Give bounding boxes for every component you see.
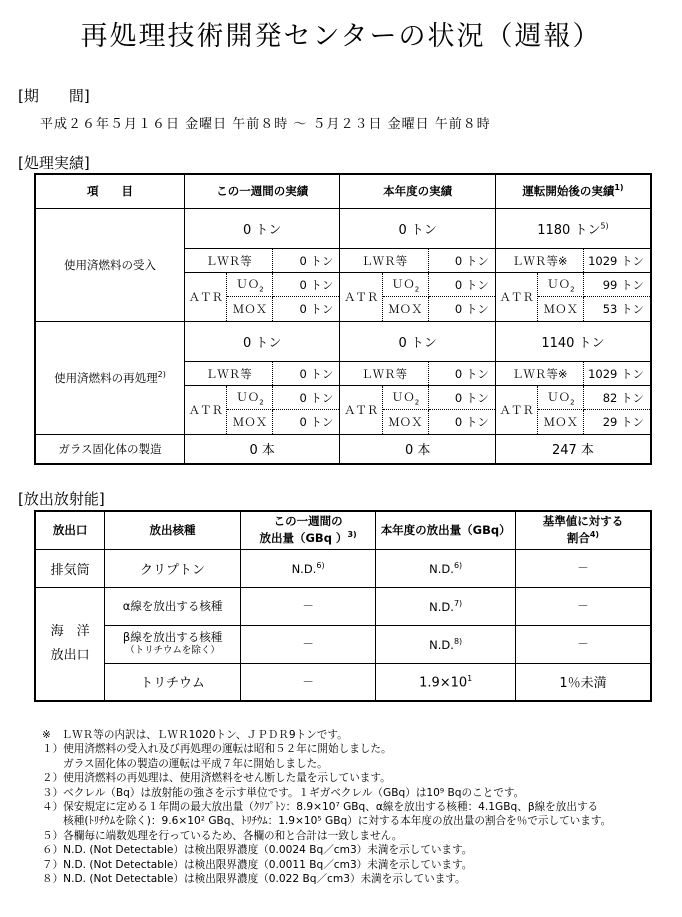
glass-total: 247 本 [495, 434, 651, 464]
lwr-label: ＬＷＲ等 [340, 362, 428, 386]
amount-breakdown [496, 209, 650, 321]
sea-beta-ratio: － [515, 625, 651, 663]
lwr-value: 0 トン [273, 362, 339, 386]
lwr-value: 0 トン [428, 362, 494, 386]
footnote-ref: 6) [316, 560, 325, 570]
amount-breakdown [496, 322, 650, 434]
footnote-ref: 2) [157, 369, 166, 379]
glass-label: ガラス固化体の製造 [35, 434, 184, 464]
uo2-subscript: 2 [570, 398, 575, 407]
amount-cell [340, 208, 495, 321]
uo2-label [382, 273, 428, 297]
footnote-line: ６）N.D. (Not Detectable）は検出限界濃度（0.0024 Bq／cm3）未満を示しています。 [42, 844, 473, 857]
uo2-value: 99 トン [584, 273, 650, 297]
release-heading: [放出放射能] [18, 490, 105, 508]
lwr-label: ＬＷＲ等※ [496, 362, 584, 386]
uo2-label [227, 386, 273, 410]
lwr-value: 1029 トン [584, 362, 650, 386]
sea-tritium-ratio: 1％未満 [515, 663, 651, 701]
footnote-line: ８）N.D. (Not Detectable）は検出限界濃度（0.022 Bq／cm3）未満を示しています。 [42, 873, 466, 886]
footnote-line: ４）保安規定に定める１年間の最大放出量（ｸﾘﾌﾟﾄﾝ：8.9×10⁷ GBq、α線を放出する核種：4.1GBq、β線を放出する [42, 801, 599, 814]
amount-breakdown [340, 209, 494, 321]
uo2-value: 0 トン [273, 386, 339, 410]
mox-value: 0 トン [454, 301, 489, 316]
amount-total-value: 0 トン [243, 222, 282, 238]
sea-nuclide-beta [105, 625, 240, 663]
stack-week-value: N.D. [291, 561, 317, 576]
amount-total [340, 209, 494, 249]
sea-beta-year [376, 625, 516, 663]
amount-total [185, 209, 339, 249]
footnotes [42, 728, 611, 886]
uo2-label-text: ＵＯ [547, 276, 571, 291]
col-header-total [495, 174, 651, 208]
sea-outlet: 海 洋 放出口 [35, 587, 105, 701]
amount-cell [184, 208, 339, 321]
col-header-week: この一週間の実績 [184, 174, 339, 208]
mox-label: ＭＯＸ [227, 410, 273, 434]
amount-total [496, 209, 650, 249]
footnote-ref: 8) [453, 636, 463, 646]
lwr-label: ＬＷＲ等 [185, 362, 273, 386]
lwr-label: ＬＷＲ等※ [496, 249, 584, 273]
row-label [35, 321, 184, 434]
mox-label: ＭＯＸ [227, 297, 273, 321]
uo2-label-text: ＵＯ [391, 276, 415, 291]
rel-header-week [240, 511, 376, 549]
uo2-subscript: 2 [414, 398, 420, 407]
amount-total-value: 1180 トン [537, 222, 601, 238]
sea-alpha-year-value: N.D. [429, 599, 454, 614]
mox-label: ＭＯＸ [538, 297, 584, 321]
stack-year-value: N.D. [429, 561, 454, 576]
uo2-value: 0 トン [428, 273, 494, 297]
row-label [35, 208, 184, 321]
uo2-label-text: ＵＯ [236, 389, 260, 404]
stack-week [240, 549, 376, 587]
amount-breakdown [340, 322, 494, 434]
sea-tritium-year [376, 663, 516, 701]
lwr-label: ＬＷＲ等 [340, 249, 428, 273]
sea-beta-year-value: N.D. [429, 637, 454, 652]
footnote-line: ガラス固化体の製造の運転は平成７年に開始しました。 [42, 757, 328, 770]
footnote-ref: 7) [453, 598, 463, 608]
amount-cell [495, 321, 651, 434]
amount-cell [495, 208, 651, 321]
sea-tritium-year-value: 1.9×10 [419, 674, 468, 690]
row-label-text: 使用済燃料の受入 [63, 257, 156, 272]
footnote-ref: 6) [453, 560, 463, 570]
sea-nuclide-alpha: α線を放出する核種 [105, 587, 240, 625]
amount-total-value: 0 トン [243, 335, 282, 351]
footnote-line: ７）N.D. (Not Detectable）は検出限界濃度（0.0011 Bq／cm3）未満を示しています。 [42, 858, 473, 871]
amount-total [340, 322, 494, 362]
rel-header-ratio [515, 511, 651, 549]
atr-label: ＡＴＲ [340, 386, 382, 434]
mox-value: 0 トン [299, 414, 334, 429]
stack-outlet: 排気筒 [35, 549, 105, 587]
amount-total-value: 1140 トン [541, 335, 605, 351]
amount-total-value: 0 トン [398, 335, 437, 351]
atr-label: ＡＴＲ [496, 273, 538, 321]
period-heading: [期 間] [18, 87, 90, 105]
mox-label: ＭＯＸ [382, 297, 428, 321]
stack-ratio: － [515, 549, 651, 587]
footnote-line: ３）ベクレル（Bq）は放射能の強さを示す単位です。１ギガベクレル（GBq）は10⁹ Bqのことです。 [42, 786, 525, 799]
footnote-ref: 5) [600, 221, 609, 231]
mox-value: 53 トン [602, 301, 644, 316]
atr-label: ＡＴＲ [185, 386, 227, 434]
rel-header-outlet: 放出口 [35, 511, 105, 549]
rel-header-ratio-label: 基準値に対する 割合 [542, 514, 624, 546]
row-label-text: 使用済燃料の再処理 [54, 370, 158, 385]
mox-label: ＭＯＸ [382, 410, 428, 434]
footnote-line: 核種(ﾄﾘﾁｳﾑを除く)：9.6×10² GBq、ﾄﾘﾁｳﾑ：1.9×10⁵ GBq）に対する本年度の放出量の割合を％で示しています。 [42, 815, 612, 828]
uo2-subscript: 2 [259, 285, 264, 294]
footnote-line: ※ ＬＷＲ等の内訳は、ＬＷＲ1020トン、ＪＰＤＲ9トンです。 [42, 729, 348, 741]
amount-cell [184, 321, 339, 434]
uo2-value: 0 トン [428, 386, 494, 410]
uo2-value: 0 トン [273, 273, 339, 297]
atr-label: ＡＴＲ [496, 386, 538, 434]
sea-alpha-year [376, 587, 516, 625]
processing-table [34, 173, 652, 465]
processing-heading: [処理実績] [18, 154, 90, 172]
stack-year [376, 549, 516, 587]
sea-alpha-week: － [240, 587, 376, 625]
mox-value: 29 トン [602, 414, 644, 429]
footnote-line: ２）使用済燃料の再処理は、使用済燃料をせん断した量を示しています。 [42, 772, 391, 785]
uo2-label-text: ＵＯ [547, 389, 571, 404]
stack-nuclide: クリプトン [105, 549, 240, 587]
uo2-label-text: ＵＯ [236, 276, 260, 291]
footnote-line: ５）各欄毎に端数処理を行っているため、各欄の和と合計は一致しません。 [42, 829, 403, 842]
footnote-ref: 3) [347, 530, 357, 540]
amount-cell [340, 321, 495, 434]
mox-label: ＭＯＸ [538, 410, 584, 434]
lwr-value: 0 トン [428, 249, 494, 273]
uo2-label [227, 273, 273, 297]
uo2-label-text: ＵＯ [391, 389, 415, 404]
footnote-line: １）使用済燃料の受入れ及び再処理の運転は昭和５２年に開始しました。 [42, 743, 392, 756]
amount-total-value: 0 トン [398, 222, 437, 238]
exponent: 1 [467, 673, 473, 683]
amount-total [496, 322, 650, 362]
sea-alpha-ratio: － [515, 587, 651, 625]
atr-label: ＡＴＲ [185, 273, 227, 321]
page-title: 再処理技術開発センターの状況（週報） [80, 21, 602, 52]
rel-header-week-label: この一週間の 放出量（GBq ） [259, 514, 348, 546]
period-text: 平成２６年５月１６日 金曜日 午前８時 ～ ５月２３日 金曜日 午前８時 [40, 117, 491, 132]
uo2-value: 82 トン [584, 386, 650, 410]
col-header-total-label: 運転開始後の実績 [522, 184, 615, 199]
uo2-subscript: 2 [259, 398, 264, 407]
uo2-label [538, 386, 584, 410]
rel-header-year: 本年度の放出量（GBq） [376, 511, 516, 549]
uo2-subscript: 2 [414, 285, 420, 294]
footnote-ref: 4) [589, 530, 600, 540]
col-header-year: 本年度の実績 [340, 174, 495, 208]
amount-breakdown [185, 209, 339, 321]
col-header-item: 項 目 [35, 174, 184, 208]
glass-week: 0 本 [184, 434, 339, 464]
lwr-label: ＬＷＲ等 [185, 249, 273, 273]
lwr-value: 1029 トン [584, 249, 650, 273]
amount-breakdown [185, 322, 339, 434]
amount-total [185, 322, 339, 362]
sea-beta-week: － [240, 625, 376, 663]
uo2-label [538, 273, 584, 297]
mox-value: 0 トン [454, 414, 489, 429]
mox-value: 0 トン [299, 301, 334, 316]
footnote-ref: 1) [614, 183, 624, 193]
lwr-value: 0 トン [273, 249, 339, 273]
uo2-label [382, 386, 428, 410]
rel-header-nuclide: 放出核種 [105, 511, 240, 549]
sea-nuclide-tritium: トリチウム [105, 663, 240, 701]
sea-tritium-week: － [240, 663, 376, 701]
uo2-subscript: 2 [570, 285, 575, 294]
release-table [34, 510, 652, 702]
sea-nuclide-beta-note: （トリチウムを除く） [125, 645, 220, 656]
sea-nuclide-beta-label: β線を放出する核種 [122, 630, 223, 644]
atr-label: ＡＴＲ [340, 273, 382, 321]
glass-year: 0 本 [340, 434, 495, 464]
